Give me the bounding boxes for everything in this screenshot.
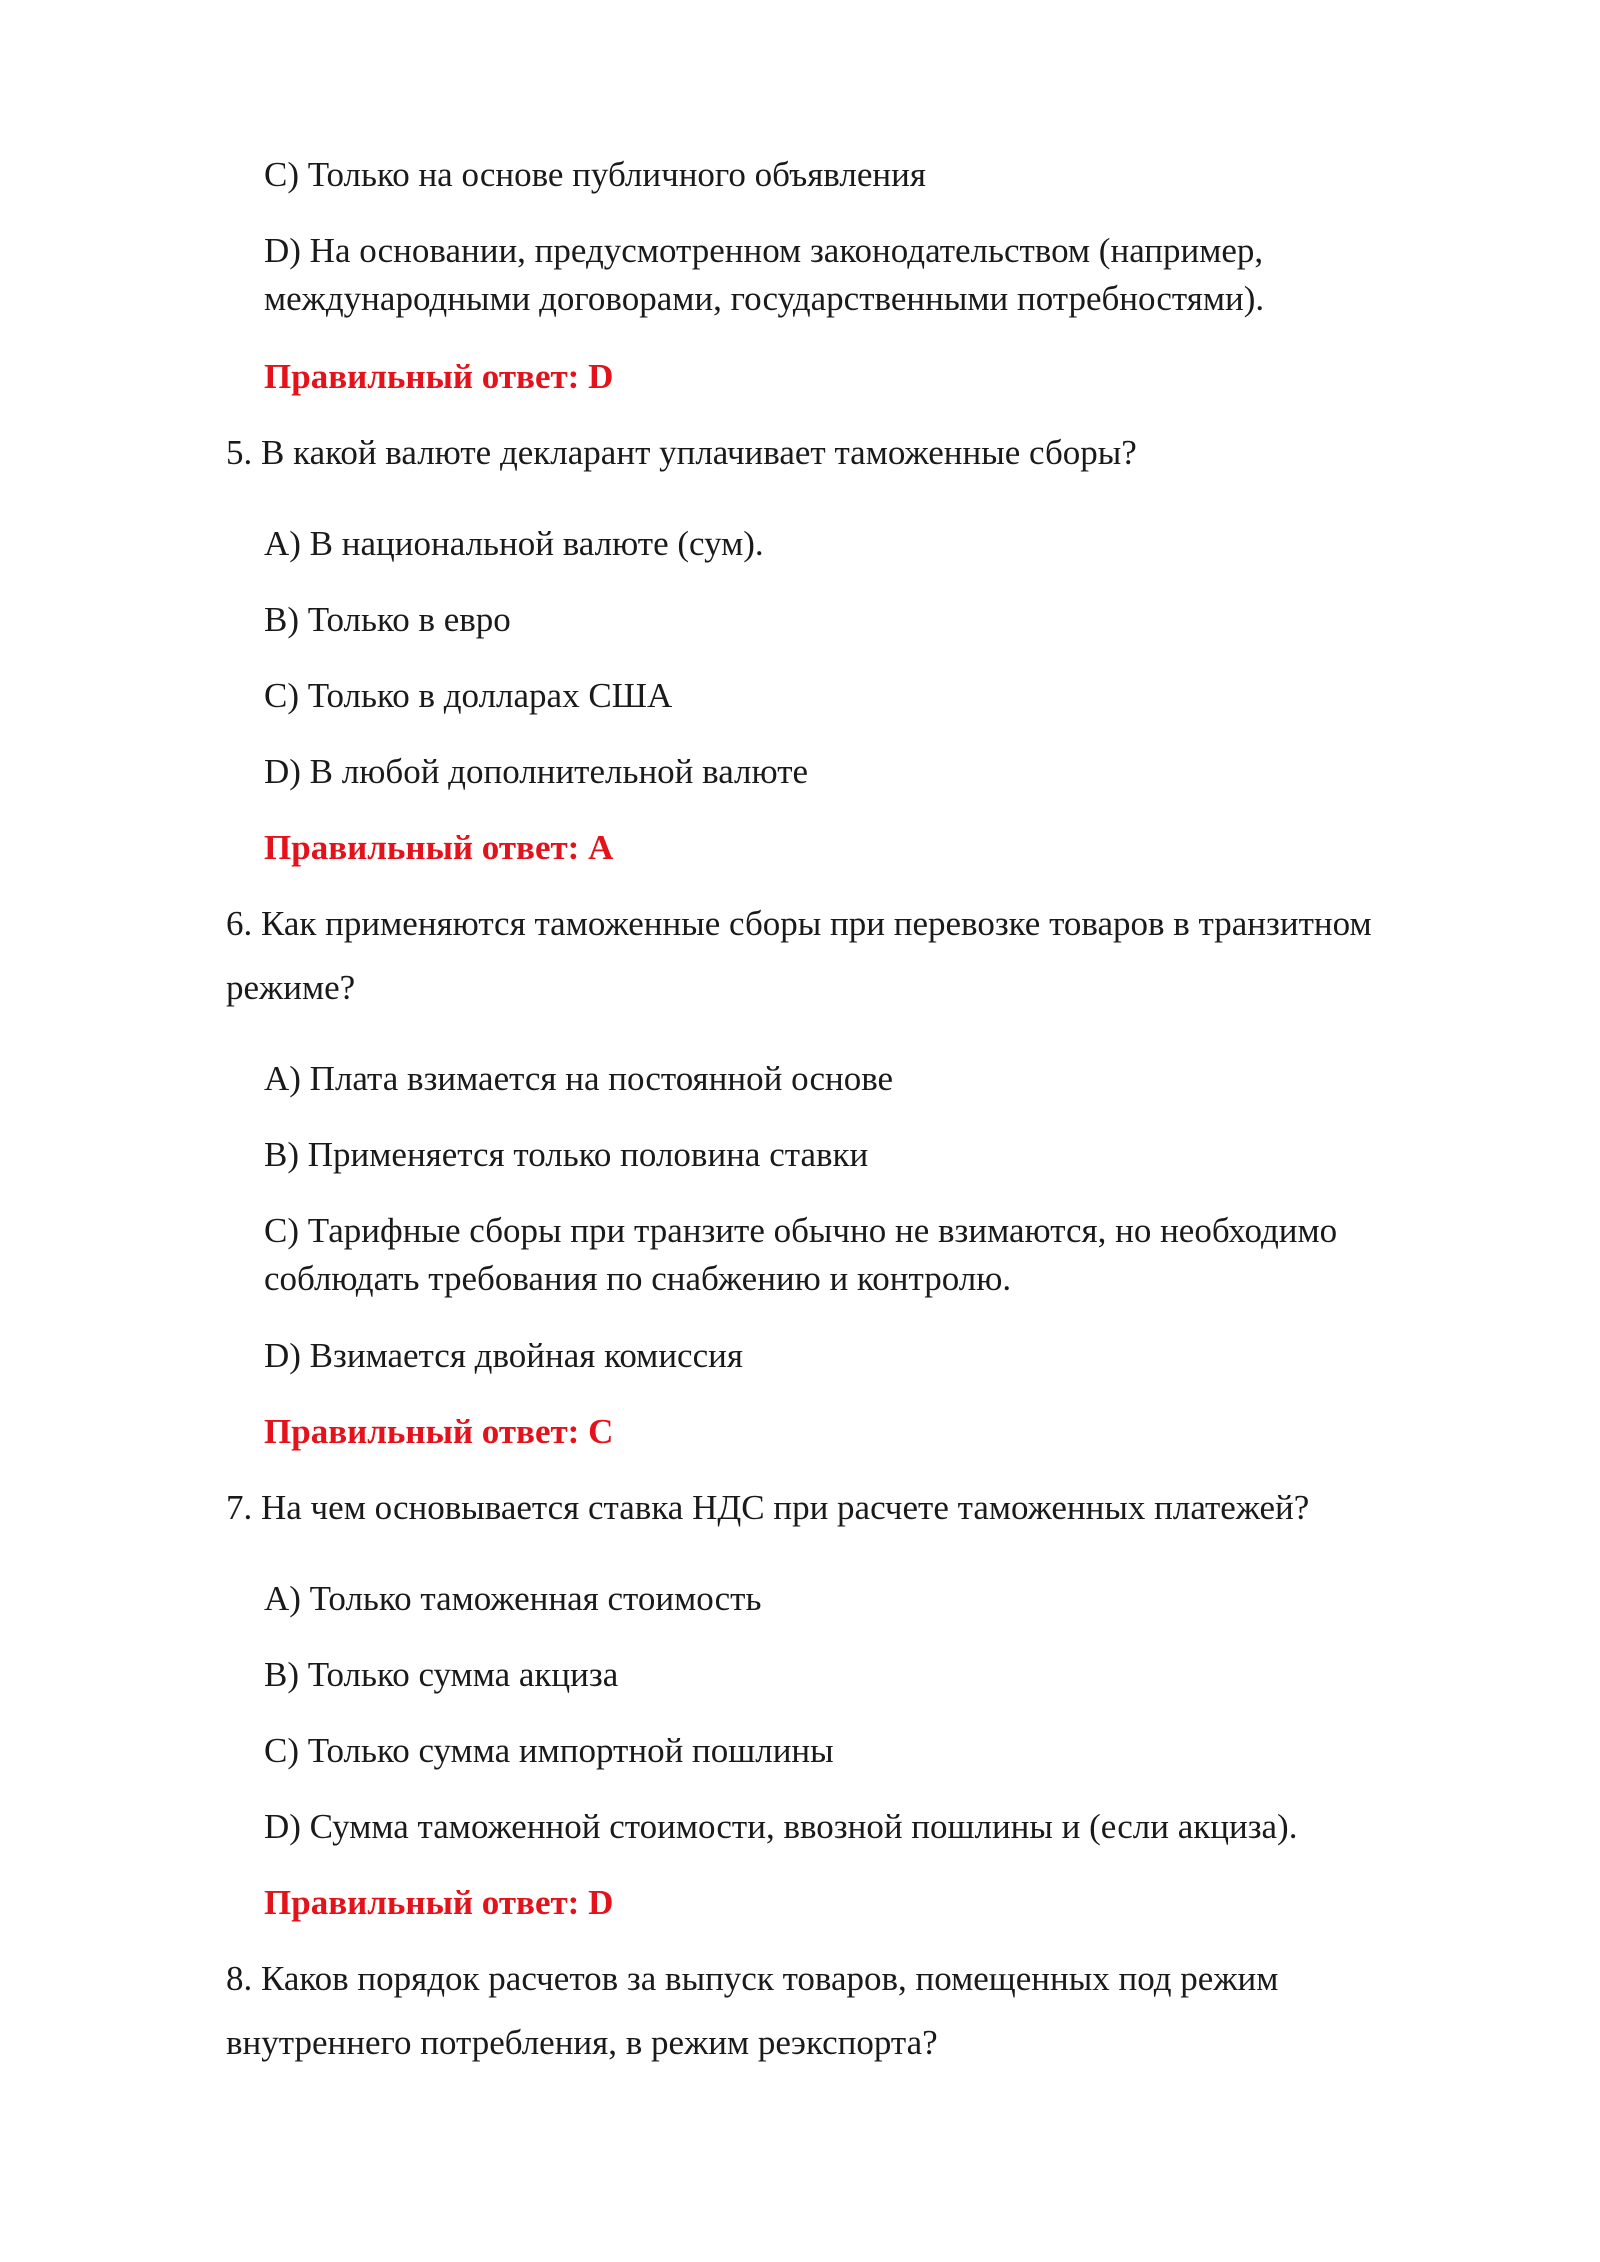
q5-option-b: B) Только в евро (264, 600, 511, 639)
q6-option-b: B) Применяется только половина ставки (264, 1135, 869, 1174)
q6-option-c-line-2: соблюдать требования по снабжению и контролю. (264, 1259, 1012, 1298)
q5-option-a: A) В национальной валюте (сум). (264, 524, 764, 563)
q6-option-c-line-1: C) Тарифные сборы при транзите обычно не взимаются, но необходимо (264, 1211, 1338, 1250)
q7-option-a: A) Только таможенная стоимость (264, 1579, 762, 1618)
q5-option-c: C) Только в долларах США (264, 676, 673, 715)
question-7: 7. На чем основывается ставка НДС при расчете таможенных платежей? (226, 1488, 1310, 1527)
question-8-line-1: 8. Каков порядок расчетов за выпуск товаров, помещенных под режим (226, 1959, 1279, 1998)
question-6-line-1: 6. Как применяются таможенные сборы при перевозке товаров в транзитном (226, 904, 1372, 943)
q7-option-d: D) Сумма таможенной стоимости, ввозной пошлины и (если акциза). (264, 1807, 1298, 1846)
question-6-line-2: режиме? (226, 968, 356, 1007)
q7-option-c: C) Только сумма импортной пошлины (264, 1731, 834, 1770)
option-d-line-2: международными договорами, государственными потребностями). (264, 279, 1265, 318)
correct-answer: Правильный ответ: D (264, 357, 614, 396)
option-c: C) Только на основе публичного объявления (264, 155, 926, 194)
q6-correct-answer: Правильный ответ: C (264, 1412, 614, 1451)
q7-option-b: B) Только сумма акциза (264, 1655, 619, 1694)
question-8-line-2: внутреннего потребления, в режим реэкспорта? (226, 2023, 938, 2062)
question-5: 5. В какой валюте декларант уплачивает таможенные сборы? (226, 433, 1137, 472)
q5-option-d: D) В любой дополнительной валюте (264, 752, 809, 791)
q6-option-d: D) Взимается двойная комиссия (264, 1336, 743, 1375)
q6-option-a: A) Плата взимается на постоянной основе (264, 1059, 894, 1098)
q5-correct-answer: Правильный ответ: A (264, 828, 614, 867)
q7-correct-answer: Правильный ответ: D (264, 1883, 614, 1922)
option-d-line-1: D) На основании, предусмотренном законодательством (например, (264, 231, 1264, 270)
